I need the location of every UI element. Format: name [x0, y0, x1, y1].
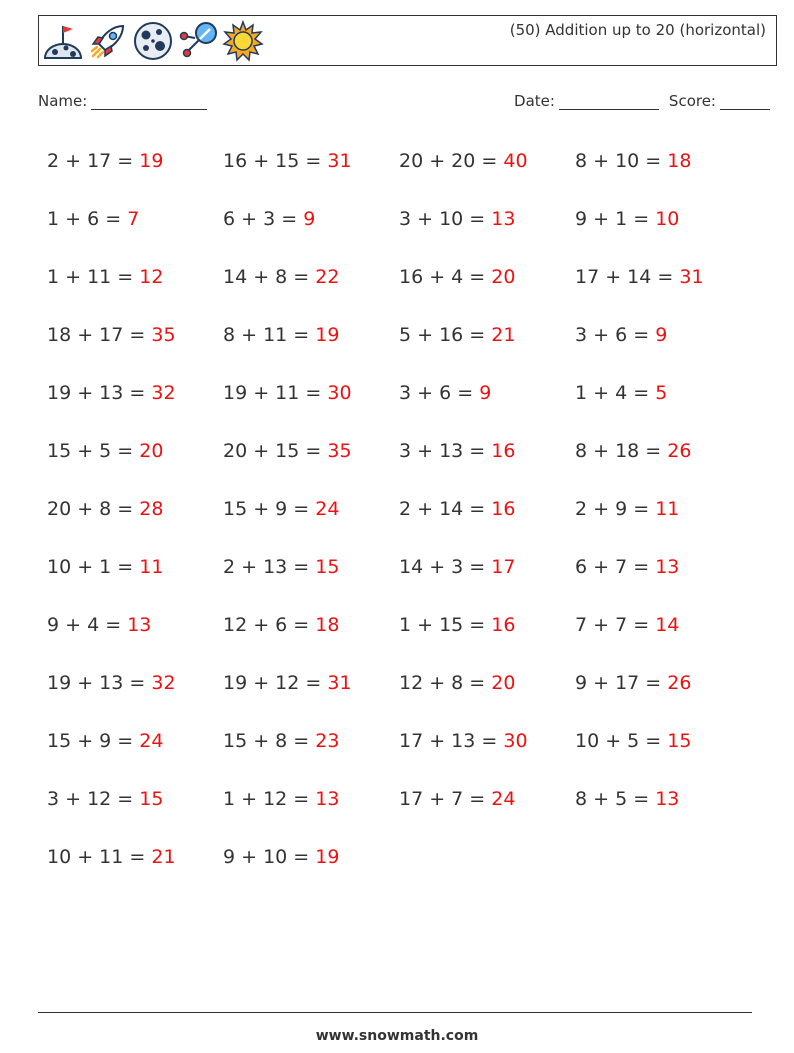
problem-item — [47, 198, 223, 240]
problem-answer: 19 — [315, 846, 340, 868]
problem-question: 8 + 5 = — [575, 788, 656, 810]
problem-answer: 40 — [503, 150, 528, 172]
problem-question: 3 + 6 = — [399, 382, 480, 404]
problem-answer: 11 — [655, 498, 680, 520]
problem-answer: 13 — [491, 208, 516, 230]
problem-item — [399, 256, 575, 298]
problem-question: 10 + 1 = — [47, 556, 140, 578]
footer-site: www.snowmath.com — [315, 1028, 479, 1044]
satellite-icon — [177, 20, 219, 62]
problem-question: 3 + 13 = — [399, 440, 492, 462]
problem-item — [399, 662, 575, 704]
problem-answer: 18 — [315, 614, 340, 636]
problem-question: 8 + 10 = — [575, 150, 668, 172]
problem-item — [575, 488, 751, 530]
problem-item — [399, 140, 575, 182]
problem-question: 19 + 12 = — [223, 672, 328, 694]
problem-item — [223, 256, 399, 298]
problem-answer: 24 — [315, 498, 340, 520]
problem-answer: 16 — [491, 498, 516, 520]
problem-answer: 9 — [303, 208, 316, 230]
problem-question: 15 + 8 = — [223, 730, 316, 752]
problem-answer: 13 — [655, 788, 680, 810]
moon-icon — [132, 20, 174, 62]
problem-question: 12 + 8 = — [399, 672, 492, 694]
problem-question: 14 + 8 = — [223, 266, 316, 288]
problem-question: 18 + 17 = — [47, 324, 152, 346]
problem-answer: 7 — [127, 208, 140, 230]
problem-answer: 24 — [491, 788, 516, 810]
problem-answer: 31 — [327, 150, 352, 172]
problem-answer: 15 — [139, 788, 164, 810]
score-blank — [720, 93, 770, 110]
sun-icon — [222, 20, 264, 62]
problem-item — [399, 546, 575, 588]
problem-question: 20 + 15 = — [223, 440, 328, 462]
problem-question: 19 + 13 = — [47, 382, 152, 404]
worksheet-title: (50) Addition up to 20 (horizontal) — [509, 21, 766, 39]
problem-item — [399, 198, 575, 240]
problem-answer: 35 — [151, 324, 176, 346]
problem-question: 3 + 12 = — [47, 788, 140, 810]
problem-item — [399, 604, 575, 646]
problem-item — [399, 314, 575, 356]
problem-item — [399, 488, 575, 530]
problem-question: 19 + 13 = — [47, 672, 152, 694]
problem-item — [223, 778, 399, 820]
problem-answer: 18 — [667, 150, 692, 172]
problem-question: 8 + 18 = — [575, 440, 668, 462]
problem-item — [575, 778, 751, 820]
problem-answer: 22 — [315, 266, 340, 288]
problem-question: 1 + 11 = — [47, 266, 140, 288]
problem-item — [575, 720, 751, 762]
problem-question: 1 + 15 = — [399, 614, 492, 636]
date-blank — [559, 93, 659, 110]
problem-question: 2 + 13 = — [223, 556, 316, 578]
name-field — [38, 92, 207, 110]
problem-answer: 15 — [667, 730, 692, 752]
problem-answer: 15 — [315, 556, 340, 578]
problem-item — [47, 372, 223, 414]
problem-answer: 13 — [655, 556, 680, 578]
problem-item — [223, 662, 399, 704]
problem-question: 2 + 17 = — [47, 150, 140, 172]
problem-answer: 30 — [327, 382, 352, 404]
problem-answer: 17 — [491, 556, 516, 578]
problem-answer: 32 — [151, 382, 176, 404]
problem-question: 10 + 11 = — [47, 846, 152, 868]
problem-question: 17 + 14 = — [575, 266, 680, 288]
problem-item — [223, 198, 399, 240]
problem-item — [575, 314, 751, 356]
problem-item — [223, 314, 399, 356]
problem-answer: 31 — [679, 266, 704, 288]
problem-item — [47, 140, 223, 182]
problem-question: 9 + 4 = — [47, 614, 128, 636]
problem-question: 12 + 6 = — [223, 614, 316, 636]
problem-item — [223, 140, 399, 182]
problem-question: 2 + 9 = — [575, 498, 656, 520]
problem-item — [47, 662, 223, 704]
problem-question: 15 + 5 = — [47, 440, 140, 462]
problem-item — [223, 720, 399, 762]
problem-item — [399, 778, 575, 820]
problem-question: 19 + 11 = — [223, 382, 328, 404]
name-blank — [91, 93, 207, 110]
problem-question: 3 + 6 = — [575, 324, 656, 346]
problem-grid — [47, 140, 757, 894]
problem-answer: 20 — [491, 672, 516, 694]
problem-answer: 21 — [491, 324, 516, 346]
problem-item — [47, 778, 223, 820]
problem-item — [575, 256, 751, 298]
problem-answer: 21 — [151, 846, 176, 868]
problem-question: 1 + 4 = — [575, 382, 656, 404]
problem-answer: 5 — [655, 382, 668, 404]
problem-question: 5 + 16 = — [399, 324, 492, 346]
problem-question: 16 + 4 = — [399, 266, 492, 288]
problem-question: 9 + 10 = — [223, 846, 316, 868]
rocket-icon — [87, 20, 129, 62]
problem-answer: 13 — [315, 788, 340, 810]
problem-item — [47, 488, 223, 530]
student-info-row — [38, 92, 770, 114]
problem-answer: 23 — [315, 730, 340, 752]
problem-answer: 13 — [127, 614, 152, 636]
problem-answer: 16 — [491, 614, 516, 636]
problem-item — [575, 372, 751, 414]
problem-item — [223, 488, 399, 530]
problem-answer: 14 — [655, 614, 680, 636]
problem-question: 3 + 10 = — [399, 208, 492, 230]
problem-answer: 24 — [139, 730, 164, 752]
problem-item — [47, 546, 223, 588]
problem-question: 1 + 12 = — [223, 788, 316, 810]
problem-question: 8 + 11 = — [223, 324, 316, 346]
problem-question: 20 + 8 = — [47, 498, 140, 520]
problem-question: 6 + 3 = — [223, 208, 304, 230]
problem-item — [575, 140, 751, 182]
problem-answer: 35 — [327, 440, 352, 462]
problem-item — [223, 430, 399, 472]
problem-question: 15 + 9 = — [223, 498, 316, 520]
problem-answer: 19 — [139, 150, 164, 172]
problem-item — [47, 314, 223, 356]
name-label: Name: — [38, 92, 88, 110]
problem-item — [575, 198, 751, 240]
problem-item — [47, 720, 223, 762]
problem-item — [47, 604, 223, 646]
problem-answer: 9 — [479, 382, 492, 404]
problem-item — [575, 604, 751, 646]
problem-answer: 26 — [667, 440, 692, 462]
header-icons — [42, 19, 264, 63]
problem-question: 15 + 9 = — [47, 730, 140, 752]
problem-item — [575, 546, 751, 588]
moon-flag-icon — [42, 20, 84, 62]
problem-question: 7 + 7 = — [575, 614, 656, 636]
problem-answer: 20 — [139, 440, 164, 462]
problem-question: 6 + 7 = — [575, 556, 656, 578]
date-score-fields — [514, 92, 770, 110]
problem-answer: 32 — [151, 672, 176, 694]
problem-item — [399, 372, 575, 414]
problem-item — [47, 836, 223, 878]
problem-answer: 10 — [655, 208, 680, 230]
problem-answer: 26 — [667, 672, 692, 694]
problem-answer: 30 — [503, 730, 528, 752]
worksheet-header — [38, 15, 777, 66]
problem-item — [575, 662, 751, 704]
problem-item — [47, 430, 223, 472]
problem-question: 1 + 6 = — [47, 208, 128, 230]
problem-item — [223, 372, 399, 414]
problem-question: 16 + 15 = — [223, 150, 328, 172]
problem-item — [399, 430, 575, 472]
footer-divider — [38, 1012, 752, 1013]
problem-question: 20 + 20 = — [399, 150, 504, 172]
problem-item — [223, 836, 399, 878]
problem-item — [575, 430, 751, 472]
problem-answer: 20 — [491, 266, 516, 288]
problem-answer: 19 — [315, 324, 340, 346]
problem-item — [223, 546, 399, 588]
problem-question: 9 + 17 = — [575, 672, 668, 694]
problem-answer: 9 — [655, 324, 668, 346]
problem-item — [223, 604, 399, 646]
problem-question: 17 + 7 = — [399, 788, 492, 810]
problem-answer: 12 — [139, 266, 164, 288]
problem-item — [399, 720, 575, 762]
problem-question: 2 + 14 = — [399, 498, 492, 520]
problem-question: 10 + 5 = — [575, 730, 668, 752]
problem-answer: 11 — [139, 556, 164, 578]
problem-question: 9 + 1 = — [575, 208, 656, 230]
problem-answer: 31 — [327, 672, 352, 694]
problem-answer: 16 — [491, 440, 516, 462]
problem-answer: 28 — [139, 498, 164, 520]
score-label: Score: — [668, 92, 716, 110]
date-label: Date: — [514, 92, 555, 110]
problem-item — [47, 256, 223, 298]
problem-question: 14 + 3 = — [399, 556, 492, 578]
problem-question: 17 + 13 = — [399, 730, 504, 752]
